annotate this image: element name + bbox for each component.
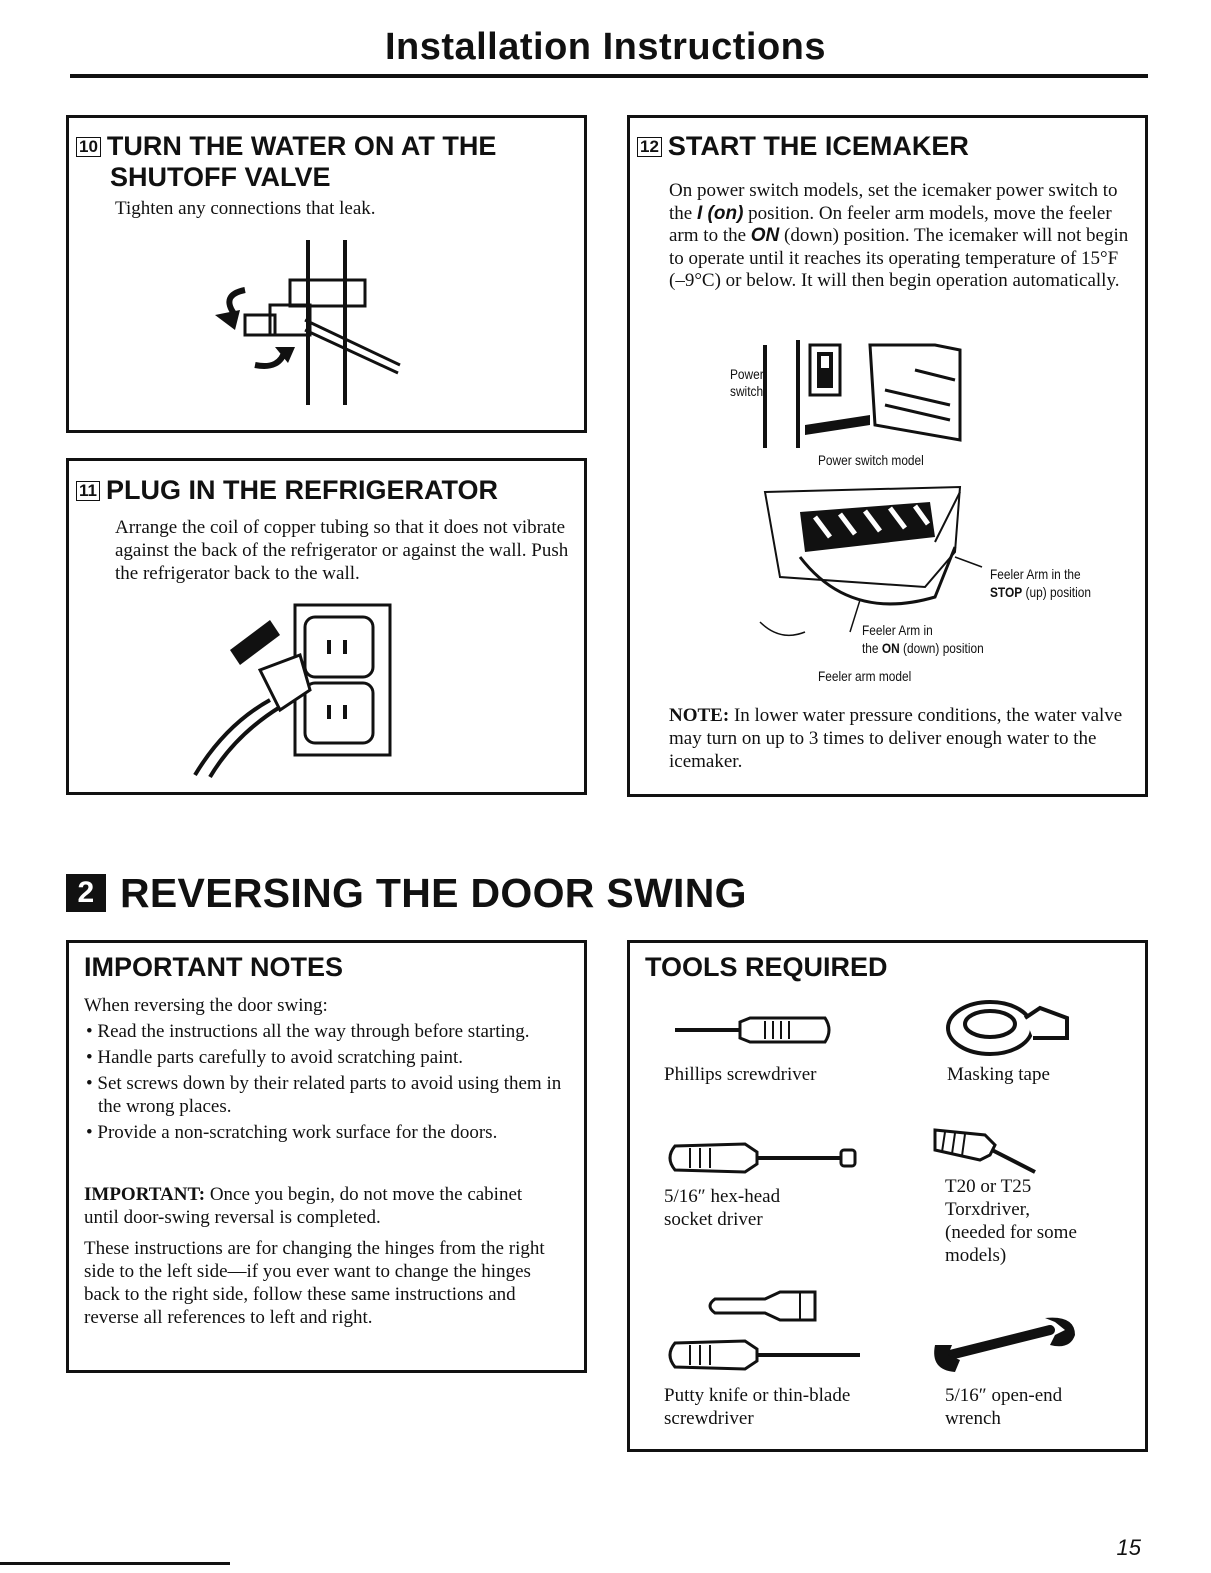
step-10-number: 10 bbox=[76, 137, 101, 157]
step-10-title-line2: SHUTOFF VALVE bbox=[110, 162, 331, 192]
on-label-prefix: the bbox=[862, 640, 882, 656]
power-switch-caption: Power switch model bbox=[818, 452, 924, 468]
step-12-heading bbox=[637, 130, 969, 162]
page-number: 15 bbox=[1116, 1535, 1141, 1560]
feeler-stop-label-1: Feeler Arm in the bbox=[990, 566, 1081, 582]
notes-intro: When reversing the door swing: bbox=[84, 995, 328, 1016]
tools-required-title: TOOLS REQUIRED bbox=[645, 952, 888, 982]
feeler-on-label-1: Feeler Arm in bbox=[862, 622, 933, 638]
power-switch-label-1: Power bbox=[730, 366, 764, 382]
plug-outlet-illustration bbox=[185, 595, 405, 780]
masking-tape-icon bbox=[945, 998, 1070, 1058]
notes-item: • Read the instructions all the way through before starting. bbox=[86, 1021, 530, 1042]
step-12-text-c: (down) position. The icemaker will not begin to operate until it reaches its operating temperature of 15°F (–9°C) or below. It will then begin operation automatically. bbox=[669, 225, 1129, 291]
note-label: NOTE: bbox=[669, 705, 730, 726]
tool-label: Putty knife or thin-blade screwdriver bbox=[664, 1385, 851, 1429]
step-12-text bbox=[669, 180, 1134, 293]
page-title: Installation Instructions bbox=[384, 26, 827, 68]
wrench-icon bbox=[930, 1310, 1080, 1380]
step-12-text-a: On power switch models, set the icemaker power switch to the bbox=[669, 180, 1118, 224]
step-10-title-line1: TURN THE WATER ON AT THE bbox=[106, 131, 497, 161]
step-11-title: PLUG IN THE REFRIGERATOR bbox=[105, 475, 498, 505]
section-2-title: REVERSING THE DOOR SWING bbox=[120, 870, 747, 916]
tool-label: 5/16″ open-end wrench bbox=[945, 1385, 1063, 1429]
important-paragraph bbox=[84, 1183, 554, 1229]
important-label: IMPORTANT: bbox=[84, 1184, 206, 1205]
on-label-suffix: (down) position bbox=[899, 640, 984, 656]
tool-label: 5/16″ hex-head socket driver bbox=[664, 1186, 781, 1230]
shutoff-valve-illustration bbox=[200, 235, 420, 410]
notes-item: • Provide a non-scratching work surface for the doors. bbox=[86, 1122, 498, 1143]
feeler-stop-label-2 bbox=[990, 584, 1091, 600]
power-switch-label-2: switch bbox=[730, 383, 764, 399]
stop-word: STOP bbox=[990, 584, 1023, 600]
torx-driver-icon bbox=[930, 1120, 1040, 1180]
step-12-title: START THE ICEMAKER bbox=[667, 131, 969, 161]
notes-item: • Set screws down by their related parts to avoid using them in the wrong places. bbox=[86, 1073, 562, 1117]
stop-position-text: (up) position bbox=[1022, 584, 1091, 600]
bottom-rule bbox=[0, 1562, 230, 1565]
on-word: ON bbox=[750, 225, 780, 246]
step-11-text: Arrange the coil of copper tubing so that it does not vibrate against the back of the refrigerator or against the wall. Push the refrigerator back to the wall. bbox=[115, 517, 569, 584]
important-text: Once you begin, do not move the cabinet until door-swing reversal is completed. bbox=[84, 1184, 523, 1228]
important-notes-title: IMPORTANT NOTES bbox=[84, 952, 343, 982]
step-11-number: 11 bbox=[76, 481, 100, 501]
step-12-note bbox=[669, 704, 1134, 773]
notes-closing: These instructions are for changing the hinges from the right side to the left side—if you ever want to change the hinges back to the right side, follow these same instructions and reverse all references to left and right. bbox=[84, 1238, 545, 1328]
socket-driver-icon bbox=[665, 1138, 865, 1178]
notes-item: • Handle parts carefully to avoid scratching paint. bbox=[86, 1047, 464, 1068]
step-10-text: Tighten any connections that leak. bbox=[115, 198, 376, 219]
notes-list bbox=[84, 1020, 564, 1147]
note-text: In lower water pressure conditions, the water valve may turn on up to 3 times to deliver enough water to the icemaker. bbox=[669, 705, 1123, 772]
section-2-heading bbox=[66, 870, 747, 917]
tool-label: Phillips screwdriver bbox=[664, 1064, 817, 1085]
phillips-screwdriver-icon bbox=[675, 1013, 835, 1047]
feeler-on-label-2 bbox=[862, 640, 984, 656]
step-12-text-b: position. On feeler arm models, move the feeler arm to the bbox=[669, 202, 1112, 246]
step-10-heading bbox=[76, 130, 496, 162]
thin-blade-screwdriver-icon bbox=[665, 1335, 865, 1375]
tool-label: Masking tape bbox=[947, 1064, 1050, 1085]
on-symbol: I (on) bbox=[696, 202, 744, 224]
on-label-word: ON bbox=[881, 640, 900, 656]
step-12-number: 12 bbox=[637, 137, 662, 157]
feeler-arm-caption: Feeler arm model bbox=[818, 668, 912, 684]
step-11-heading bbox=[76, 474, 498, 506]
title-rule bbox=[70, 74, 1148, 78]
tool-label: T20 or T25 Torxdriver, (needed for some models) bbox=[945, 1176, 1077, 1266]
section-2-number: 2 bbox=[66, 874, 106, 912]
putty-knife-icon bbox=[705, 1287, 820, 1325]
power-switch-illustration bbox=[765, 330, 965, 450]
